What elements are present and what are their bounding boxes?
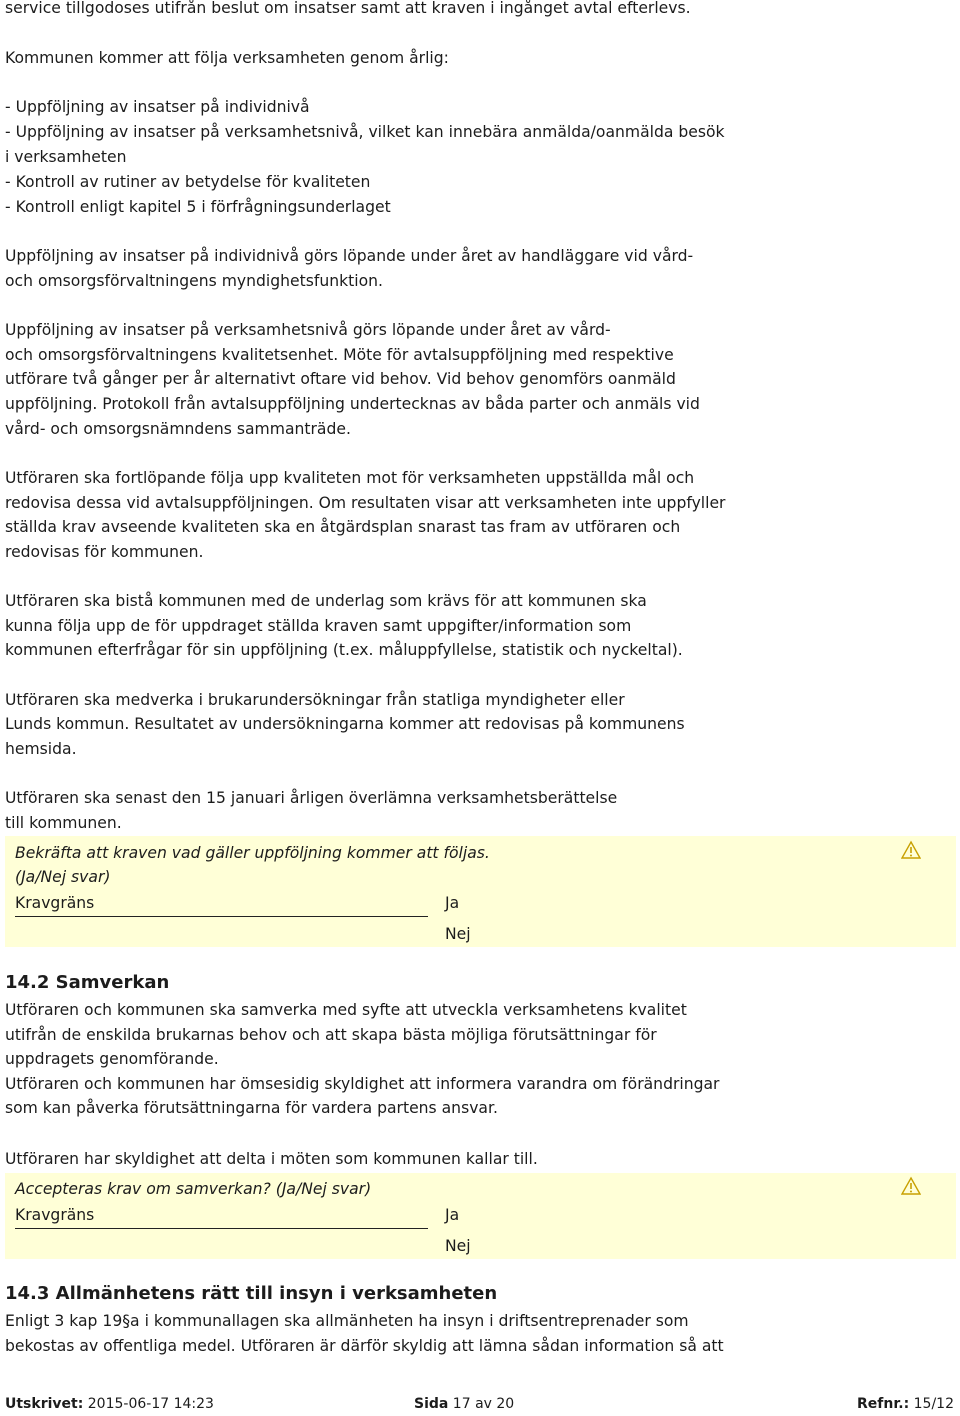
body-text-line: i verksamheten: [5, 148, 127, 166]
section-heading: 14.3 Allmänhetens rätt till insyn i verksamheten: [5, 1283, 498, 1304]
answer-option-yes[interactable]: Ja: [445, 894, 460, 912]
body-text-line: Utföraren ska fortlöpande följa upp kvaliteten mot för verksamheten uppställda mål och: [5, 469, 695, 487]
body-text-line: och omsorgsförvaltningens kvalitetsenhet. Möte för avtalsuppföljning med respektive: [5, 346, 674, 364]
body-text-line: - Uppföljning av insatser på verksamhetsnivå, vilket kan innebära anmälda/oanmälda besök: [5, 123, 725, 141]
answer-option-no[interactable]: Nej: [445, 1237, 471, 1255]
body-text-line: service tillgodoses utifrån beslut om insatser samt att kraven i ingånget avtal efterlevs.: [5, 0, 691, 17]
footer-ref-label: Refnr.:: [857, 1396, 910, 1412]
body-text-line: Utföraren ska medverka i brukarundersökningar från statliga myndigheter eller: [5, 691, 625, 709]
body-text-line: utifrån de enskilda brukarnas behov och att skapa bästa möjliga förutsättningar för: [5, 1026, 657, 1044]
body-text-line: och omsorgsförvaltningens myndighetsfunktion.: [5, 272, 383, 290]
body-text-line: som kan påverka förutsättningarna för vardera partens ansvar.: [5, 1099, 498, 1117]
footer-ref-value: 15/12: [909, 1396, 954, 1412]
body-text-line: Utföraren ska bistå kommunen med de underlag som krävs för att kommunen ska: [5, 592, 647, 610]
body-text-line: - Kontroll av rutiner av betydelse för kvaliteten: [5, 173, 371, 191]
warning-icon: [901, 1176, 921, 1196]
body-text-line: uppdragets genomförande.: [5, 1050, 219, 1068]
question-text: Accepteras krav om samverkan? (Ja/Nej svar): [15, 1180, 372, 1198]
requirement-level-underline: [15, 1228, 428, 1229]
body-text-line: utförare två gånger per år alternativt oftare vid behov. Vid behov genomförs oanmäld: [5, 370, 676, 388]
section-heading: 14.2 Samverkan: [5, 972, 170, 993]
footer-page-value: 17 av 20: [448, 1396, 515, 1412]
footer-printed-label: Utskrivet:: [5, 1396, 84, 1412]
footer-reference-number: [857, 1392, 954, 1416]
body-text-line: hemsida.: [5, 740, 77, 758]
body-text-line: ställda krav avseende kvaliteten ska en åtgärdsplan snarast tas fram av utföraren och: [5, 518, 681, 536]
body-text-line: Kommunen kommer att följa verksamheten genom årlig:: [5, 49, 449, 67]
footer-page-label: Sida: [414, 1396, 449, 1412]
body-text-line: Lunds kommun. Resultatet av undersökningarna kommer att redovisas på kommunens: [5, 715, 685, 733]
body-text-line: Utföraren har skyldighet att delta i möten som kommunen kallar till.: [5, 1150, 538, 1168]
body-text-line: redovisas för kommunen.: [5, 543, 204, 561]
body-text-line: Utföraren och kommunen ska samverka med syfte att utveckla verksamhetens kvalitet: [5, 1001, 687, 1019]
question-text: Bekräfta att kraven vad gäller uppföljning kommer att följas.: [15, 844, 490, 862]
requirement-level-underline: [15, 916, 428, 917]
requirement-level-label: Kravgräns: [15, 894, 95, 912]
body-text-line: redovisa dessa vid avtalsuppföljningen. Om resultaten visar att verksamheten inte uppfyller: [5, 494, 726, 512]
requirement-level-label: Kravgräns: [15, 1206, 95, 1224]
body-text-line: Utföraren och kommunen har ömsesidig skyldighet att informera varandra om förändringar: [5, 1075, 720, 1093]
body-text-line: - Kontroll enligt kapitel 5 i förfrågningsunderlaget: [5, 198, 391, 216]
body-text-line: Uppföljning av insatser på verksamhetsnivå görs löpande under året av vård-: [5, 321, 611, 339]
requirement-question-box: [5, 1173, 956, 1259]
requirement-question-box: [5, 836, 956, 947]
body-text-line: Enligt 3 kap 19§a i kommunallagen ska allmänheten ha insyn i driftsentreprenader som: [5, 1312, 689, 1330]
body-text-line: Uppföljning av insatser på individnivå görs löpande under året av handläggare vid vård-: [5, 247, 694, 265]
answer-option-yes[interactable]: Ja: [445, 1206, 460, 1224]
footer-printed-date: [5, 1392, 214, 1416]
footer-page-number: [414, 1392, 514, 1416]
footer-printed-value: 2015-06-17 14:23: [83, 1396, 214, 1412]
body-text-line: kunna följa upp de för uppdraget ställda kraven samt uppgifter/information som: [5, 617, 632, 635]
body-text-line: bekostas av offentliga medel. Utföraren är därför skyldig att lämna sådan information så att: [5, 1337, 724, 1355]
body-text-line: vård- och omsorgsnämndens sammanträde.: [5, 420, 351, 438]
question-answer-type: (Ja/Nej svar): [15, 868, 111, 886]
answer-option-no[interactable]: Nej: [445, 925, 471, 943]
body-text-line: - Uppföljning av insatser på individnivå: [5, 98, 310, 116]
warning-icon: [901, 840, 921, 860]
body-text-line: till kommunen.: [5, 814, 122, 832]
body-text-line: kommunen efterfrågar för sin uppföljning (t.ex. måluppfyllelse, statistik och nyckeltal).: [5, 641, 683, 659]
body-text-line: Utföraren ska senast den 15 januari årligen överlämna verksamhetsberättelse: [5, 789, 618, 807]
body-text-line: uppföljning. Protokoll från avtalsuppföljning undertecknas av båda parter och anmäls vid: [5, 395, 700, 413]
